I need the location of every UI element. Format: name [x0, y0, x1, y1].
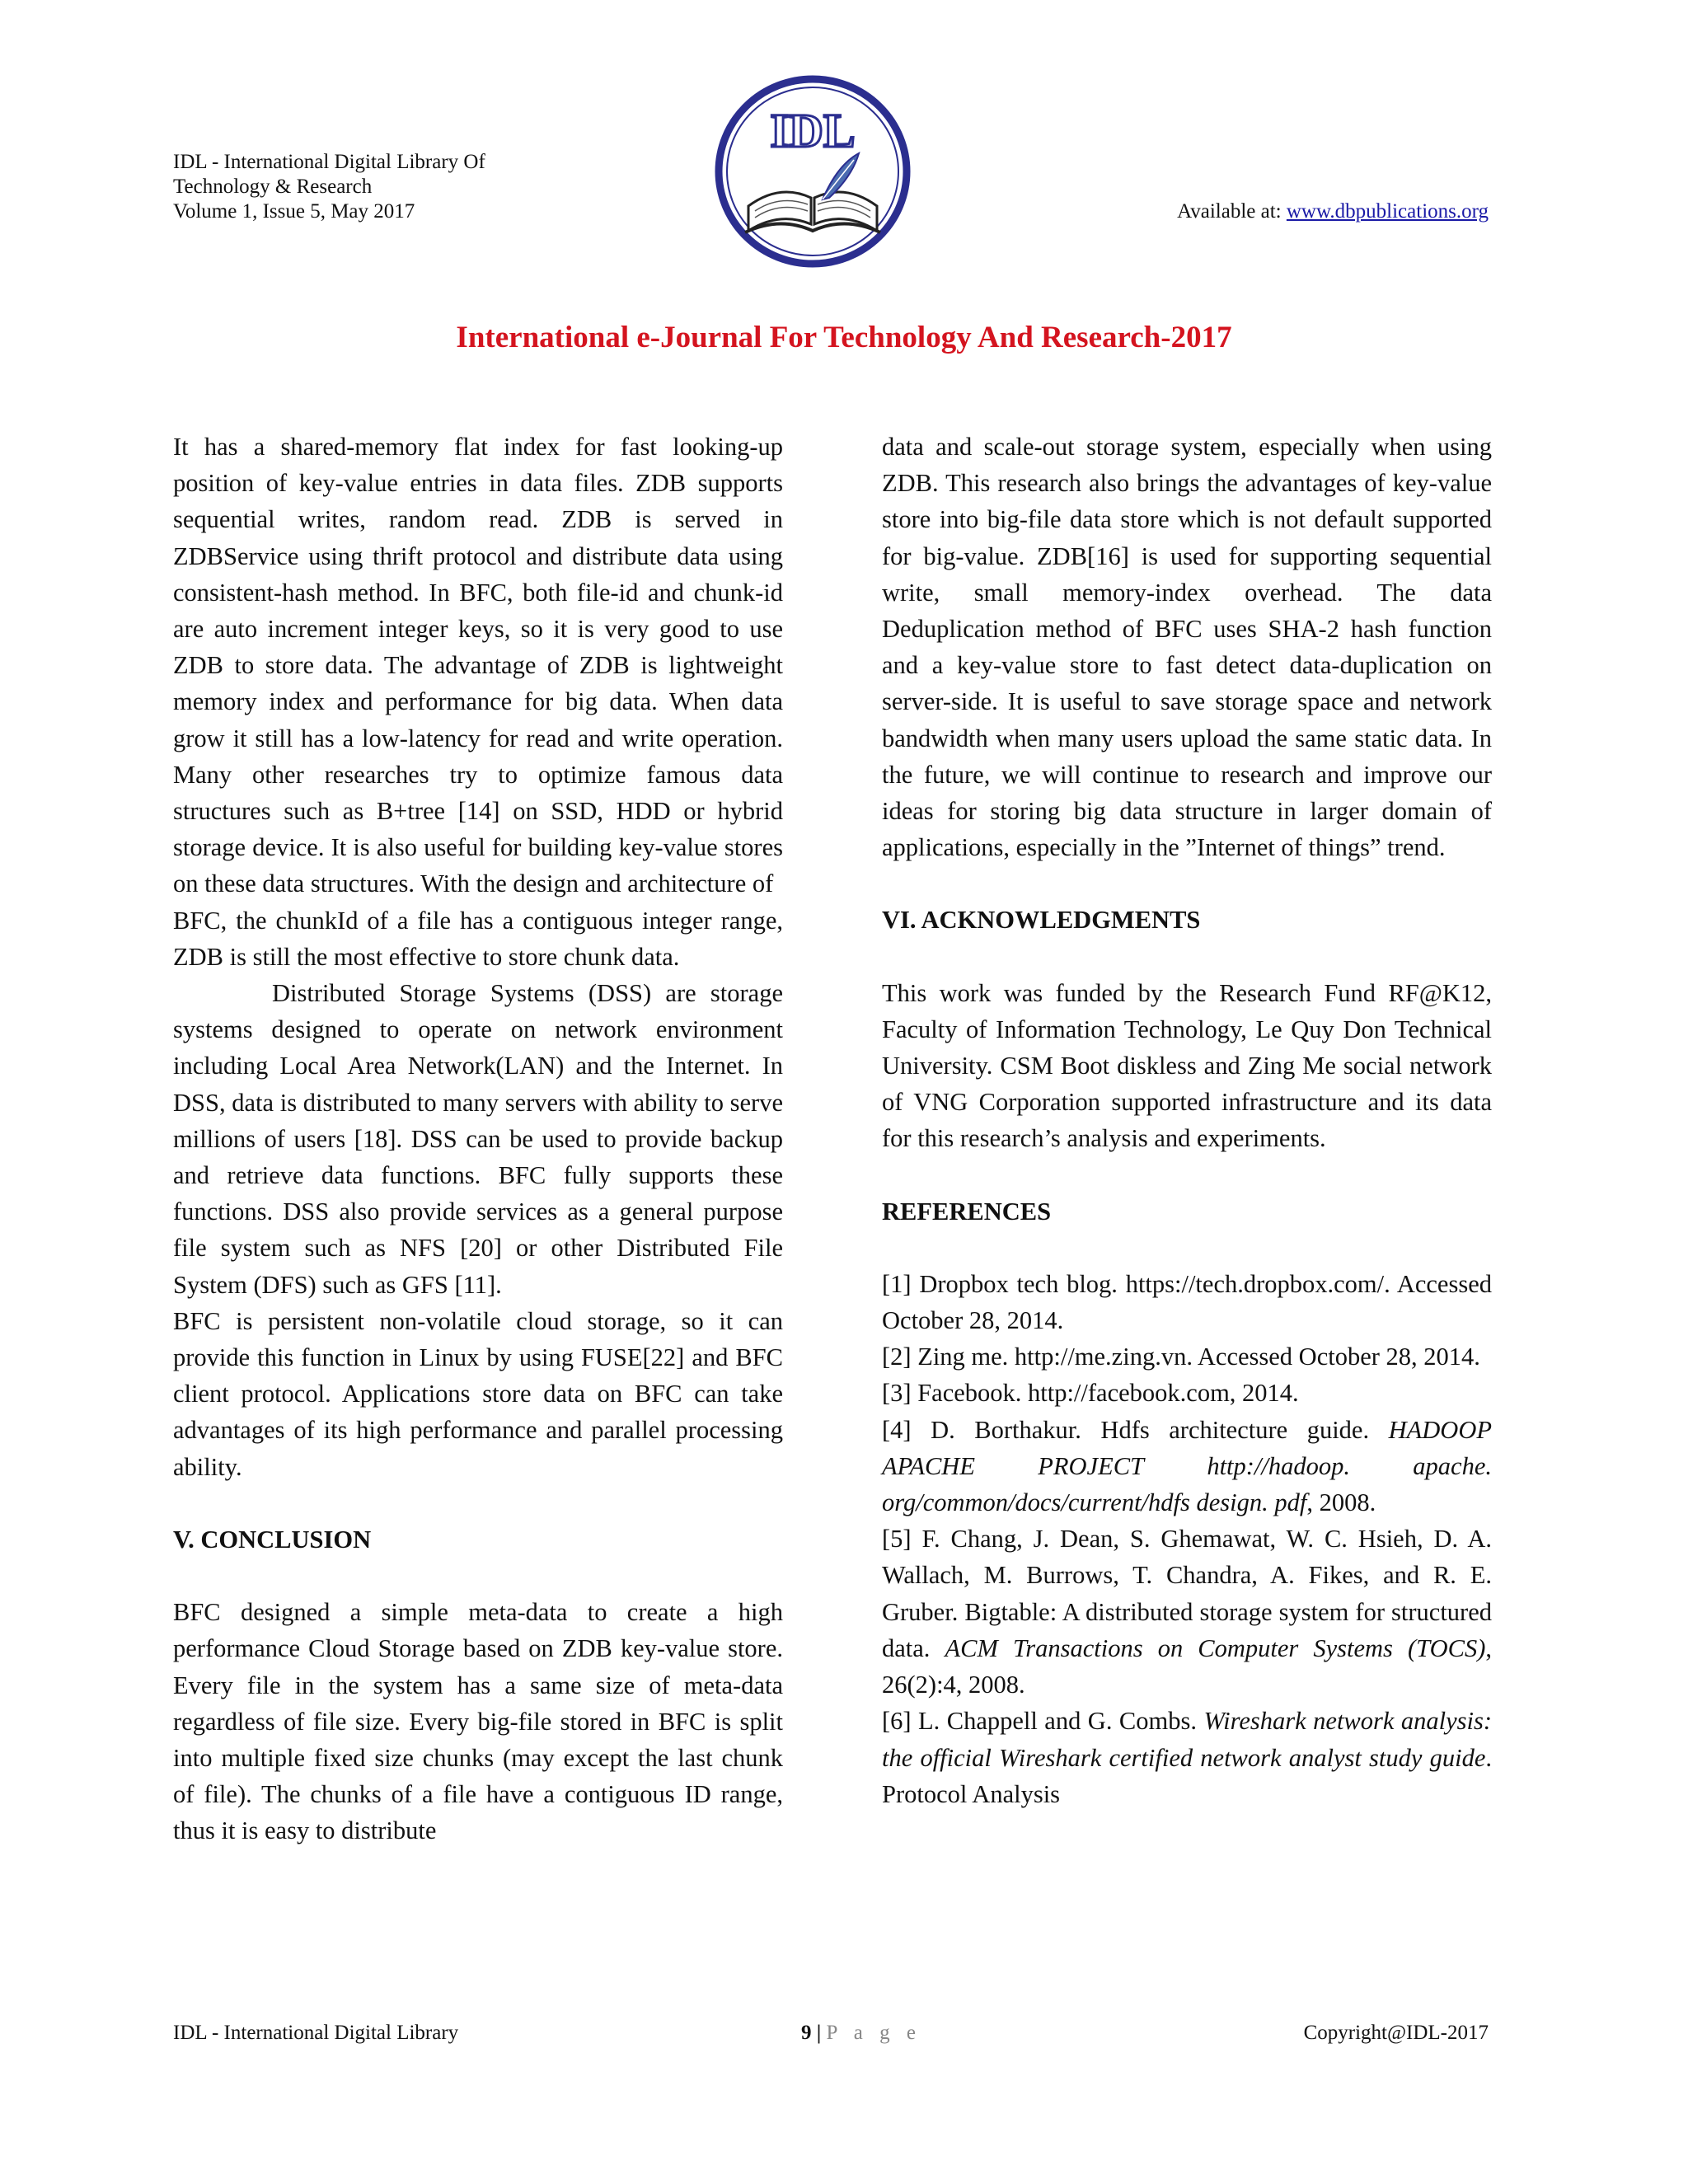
reference-text: [5] F. Chang, J. Dean, S. Ghemawat, W. C. Hsieh, D. A. Wallach, M. Burrows, T. Chandra, A. Fikes, and R. E. Gruber. Bigtable: A distributed storage system for structured data. [882, 1525, 1492, 1662]
reference-text: , 26(2):4, 2008. [882, 1633, 1492, 1699]
footer-library: IDL - International Digital Library [173, 2022, 459, 2044]
header-availability [1177, 199, 1489, 224]
header-line: Technology & Research [173, 176, 373, 198]
page-number: 9 [801, 2022, 812, 2044]
paragraph: BFC is persistent non-volatile cloud storage, so it can provide this function in Linux by using FUSE[22] and BFC client protocol. Applications store data on BFC can take advantages of its high performance and parallel processing ability. [173, 1306, 783, 1481]
reference-text: [4] D. Borthakur. Hdfs architecture guide. [882, 1415, 1389, 1444]
spacer [882, 1157, 1492, 1193]
header-line: Volume 1, Issue 5, May 2017 [173, 200, 415, 223]
reference-item [882, 1412, 1492, 1521]
paragraph: BFC designed a simple meta-data to create a high performance Cloud Storage based on ZDB key-value store. Every file in the system has a same size of meta-data regardless of file size. Every big-file stored in BFC is split into multiple fixed size chunks (may except the last chunk of file). The chunks of a file have a contiguous ID range, thus it is easy to distribute [173, 1598, 783, 1845]
reference-item: [2] Zing me. http://me.zing.vn. Accessed October 28, 2014. [882, 1343, 1480, 1371]
left-column [173, 429, 783, 1849]
reference-item: [1] Dropbox tech blog. https://tech.dropbox.com/. Accessed October 28, 2014. [882, 1269, 1492, 1335]
reference-italic: HADOOP APACHE PROJECT [882, 1415, 1492, 1480]
reference-italic: http://hadoop. apache. org/common/docs/current/hdfs design. pdf [882, 1451, 1492, 1517]
spacer [882, 865, 1492, 902]
section-heading-conclusion: V. CONCLUSION [173, 1525, 372, 1554]
reference-text: , 2008. [1306, 1488, 1376, 1517]
paragraph: This work was funded by the Research Fund RF@K12, Faculty of Information Technology, Le Quy Don Technical University. CSM Boot diskless and Zing Me social network of VNG Corporation supported infrastructure and its data for this research’s analysis and experiments. [882, 978, 1492, 1153]
idl-logo [714, 74, 912, 269]
spacer [173, 1485, 783, 1521]
footer-page [801, 2021, 921, 2046]
logo-text: IDL [770, 104, 856, 157]
right-column [882, 429, 1492, 1812]
reference-italic: Wireshark network analysis: the official Wireshark certified network analyst study guide [882, 1707, 1493, 1772]
spacer [882, 1230, 1492, 1266]
page-word: P a g e [826, 2022, 921, 2044]
spacer [882, 939, 1492, 975]
section-heading-references: REFERENCES [882, 1197, 1052, 1226]
header-line: IDL - International Digital Library Of [173, 151, 485, 173]
reference-text: . Protocol Analysis [882, 1743, 1492, 1808]
paragraph: data and scale-out storage system, especially when using ZDB. This research also brings the advantages of key-value store into big-file data store which is not default supported for big-value. ZDB[16] is used for supporting sequential write, small memory-index overhead. The data Deduplication method of BFC uses SHA-2 hash function and a key-value store to fast detect data-duplication on server-side. It is useful to save storage space and network bandwidth when many users upload the same static data. In the future, we will continue to research and improve our ideas for storing big data structure in larger domain of applications, especially in the ”Internet of things” trend. [882, 433, 1492, 862]
reference-item [882, 1521, 1492, 1703]
paragraph: BFC, the chunkId of a file has a contiguous integer range, ZDB is still the most effective to store chunk data. [173, 906, 783, 971]
available-at-label: Available at: [1177, 200, 1287, 223]
journal-title: International e-Journal For Technology And Research-2017 [456, 321, 1232, 354]
reference-item [882, 1703, 1492, 1812]
section-heading-acknowledgments: VI. ACKNOWLEDGMENTS [882, 906, 1201, 935]
paragraph: Distributed Storage Systems (DSS) are storage systems designed to operate on network environment including Local Area Network(LAN) and the Internet. In DSS, data is distributed to many servers with ability to serve millions of users [18]. DSS can be used to provide backup and retrieve data functions. BFC fully supports these functions. DSS also provide services as a general purpose file system such as NFS [20] or other Distributed File System (DFS) such as GFS [11]. [173, 979, 783, 1299]
dbpublications-link[interactable]: www.dbpublications.org [1286, 200, 1489, 223]
reference-italic: ACM Transactions on Computer Systems (TOCS) [945, 1633, 1486, 1662]
footer-copyright: Copyright@IDL-2017 [1303, 2022, 1489, 2044]
reference-item: [3] Facebook. http://facebook.com, 2014. [882, 1379, 1299, 1408]
header-publisher-info [173, 150, 485, 224]
reference-text: [6] L. Chappell and G. Combs. [882, 1707, 1204, 1736]
page-separator: | [811, 2022, 827, 2044]
spacer [173, 1558, 783, 1594]
paragraph: It has a shared-memory flat index for fast looking-up position of key-value entries in data files. ZDB supports sequential writes, random read. ZDB is served in ZDBService using thrift protocol and distribute data using consistent-hash method. In BFC, both file-id and chunk-id are auto increment integer keys, so it is very good to use ZDB to store data. The advantage of ZDB is lightweight memory index and performance for big data. When data grow it still has a low-latency for read and write operation. Many other researches try to optimize famous data structures such as B+tree [14] on SSD, HDD or hybrid storage device. It is also useful for building key-value stores on these data structures. With the design and architecture of [173, 433, 783, 898]
